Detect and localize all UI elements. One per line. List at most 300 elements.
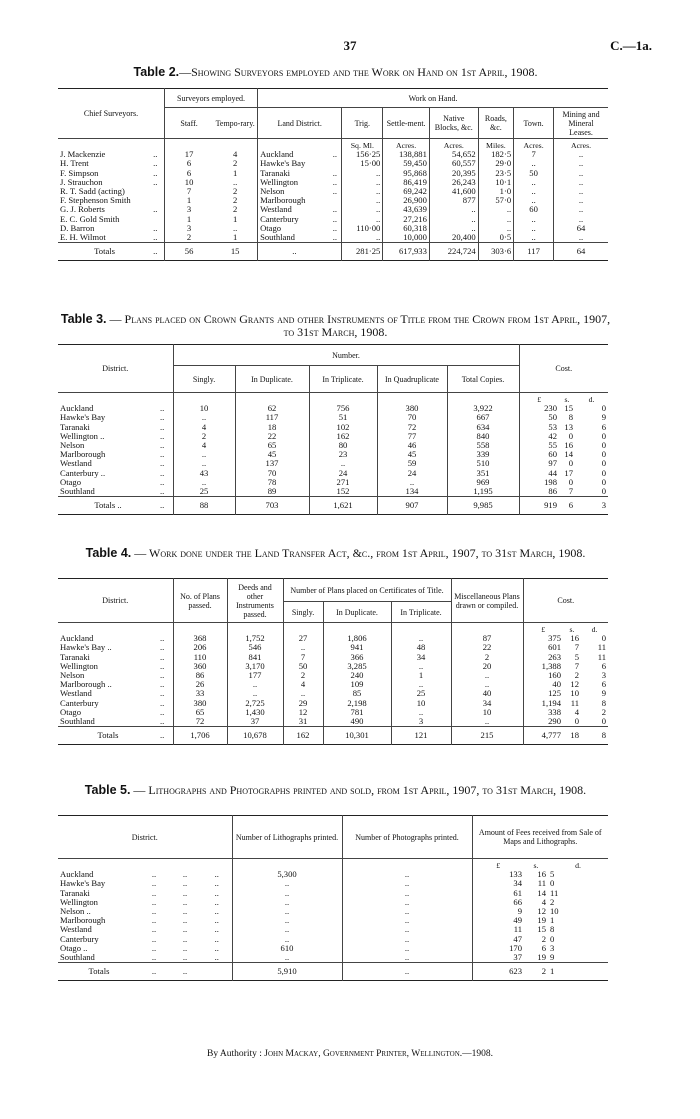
t2-cell-trig: ..	[342, 215, 383, 224]
t2-cell-district: Taranaki	[258, 169, 331, 178]
t2-cell-staff: 7	[164, 187, 213, 196]
t2-total-label: Totals	[58, 243, 151, 261]
t3-cell-s: 8	[568, 412, 573, 423]
t2-cell-roads: 1·0	[478, 187, 513, 196]
t4-h-district: District.	[58, 579, 173, 623]
t4-cell-singly: 50	[283, 662, 323, 671]
t4-cell-deeds: 841	[227, 653, 283, 662]
t2-cell-d: ..	[153, 167, 158, 178]
t2-cell-staff: 17	[164, 150, 213, 159]
t2-cell-d: ..	[153, 204, 158, 215]
t4-cell-district: Taranaki	[60, 651, 90, 662]
t3-cell-l: 97	[519, 459, 559, 468]
t5-row	[58, 889, 608, 898]
t2-total-town: 117	[514, 243, 554, 261]
t3-cell-d: ..	[160, 449, 165, 460]
t4-cell-singly: ..	[283, 643, 323, 652]
t2-unit-settle: Acres.	[383, 139, 430, 151]
t4-cell-dd: 2	[601, 706, 606, 717]
t4-total-row	[58, 727, 608, 745]
t5-cell-dd: 3	[550, 942, 555, 953]
t5-cell-s: 16	[537, 869, 546, 880]
t3-cell-singly: ..	[173, 413, 235, 422]
t2-cell-town: ..	[514, 215, 554, 224]
document-ref: C.—1a.	[610, 38, 652, 53]
t3-cell-quad: 380	[377, 404, 447, 413]
t3-cell-singly: 43	[173, 469, 235, 478]
t5-cell-d2: ..	[182, 952, 188, 963]
table2-title: —Showing Surveyors employed and the Work on Hand on 1st April, 1908.	[179, 65, 538, 79]
t2-body	[58, 150, 608, 243]
t5-cell-s: 15	[537, 924, 546, 935]
t3-cell-total: 634	[447, 423, 519, 432]
t2-cell-d: ..	[153, 222, 158, 233]
t4-cell-plans: 86	[173, 671, 227, 680]
t4-cell-d: ..	[160, 642, 165, 653]
t3-cell-quad: 72	[377, 423, 447, 432]
table5-caption	[58, 784, 613, 797]
t2-cell-native: 20,395	[429, 169, 478, 178]
t5-cell-l: 47	[472, 935, 524, 944]
t3-h-number: Number.	[173, 345, 519, 366]
t4-cell-d: ..	[160, 633, 165, 644]
t5-cell-dd: 0	[550, 878, 555, 889]
t3-cell-dup: 65	[235, 441, 309, 450]
t3-cell-dd: 0	[601, 430, 606, 441]
t5-total-photo: ..	[342, 963, 472, 981]
t4-cell-district: Canterbury	[60, 697, 99, 708]
t3-total-label: Totals ..	[58, 497, 158, 515]
t2-cell-roads: 182·5	[478, 150, 513, 159]
t3-cell-district: Otago	[60, 476, 82, 487]
t2-row	[58, 233, 608, 243]
t4-cell-dup: 240	[323, 671, 391, 680]
t2-unit-roads: Miles.	[478, 139, 513, 151]
t2-cell-roads: 23·5	[478, 169, 513, 178]
t2-cell-temp: 2	[232, 186, 238, 197]
t2-cell-roads: 57·0	[478, 196, 513, 205]
t2-cell-trig: ..	[342, 187, 383, 196]
t3-cell-total: 510	[447, 459, 519, 468]
t2-cell-name: E. C. Gold Smith	[60, 213, 120, 224]
t4-cell-plans: 26	[173, 680, 227, 689]
t4-cell-dd: 6	[601, 660, 606, 671]
t3-total-dup: 703	[235, 497, 309, 515]
t4-cell-plans: 33	[173, 689, 227, 698]
t4-unit-d: d.	[591, 625, 598, 634]
t2-cell-dd: ..	[332, 232, 338, 243]
t2-cell-name: G. J. Roberts	[60, 204, 105, 215]
t4-cell-trip: 48	[391, 643, 451, 652]
t4-h-trip: In Triplicate.	[391, 602, 451, 623]
t4-cell-plans: 110	[173, 653, 227, 662]
t2-cell-settle: 10,000	[383, 233, 430, 243]
t2-cell-district: Westland	[258, 205, 331, 214]
t2-cell-name: J. Strauchon	[60, 176, 103, 187]
t2-cell-d: ..	[153, 232, 158, 243]
t4-cell-district: Auckland	[60, 633, 94, 644]
t3-cell-singly: ..	[173, 450, 235, 459]
t2-total-row	[58, 243, 608, 261]
t3-cell-total: 840	[447, 432, 519, 441]
t5-cell-photo: ..	[342, 870, 472, 879]
t5-cell-litho: 5,300	[232, 870, 342, 879]
t3-cell-singly: 4	[173, 441, 235, 450]
t2-cell-mining: ..	[554, 169, 608, 178]
t3-cell-trip: 162	[309, 432, 377, 441]
t3-cell-s: 7	[568, 486, 573, 497]
t4-cell-dup: 2,198	[323, 699, 391, 708]
t4-cell-dd: 11	[597, 651, 606, 662]
t5-cell-dd: 0	[550, 933, 555, 944]
t5-cell-l: 49	[472, 916, 524, 925]
t4-cell-l: 125	[523, 689, 563, 698]
t3-cell-quad: 134	[377, 487, 447, 497]
t4-total-misc: 215	[451, 727, 523, 745]
t5-cell-d1: ..	[151, 869, 157, 880]
t2-h-town: Town.	[514, 108, 554, 139]
t3-total-dots: ..	[158, 497, 173, 515]
t3-cell-l: 53	[519, 423, 559, 432]
t3-cell-trip: 102	[309, 423, 377, 432]
t3-cell-dd: 0	[601, 476, 606, 487]
t4-cell-trip: 3	[391, 717, 451, 727]
t3-cell-dup: 18	[235, 423, 309, 432]
t5-row	[58, 870, 608, 879]
t4-cell-dd: 9	[601, 688, 606, 699]
t4-cell-d: ..	[160, 670, 165, 681]
t2-cell-temp: 1	[232, 232, 238, 243]
t5-cell-d2: ..	[182, 906, 188, 917]
table4-label: Table 4.	[85, 546, 132, 560]
t3-cell-district: Taranaki	[60, 421, 90, 432]
t3-cell-trip: 23	[309, 450, 377, 459]
t4-unit-l: £	[523, 623, 563, 635]
t4-cell-dd: 11	[597, 642, 606, 653]
t4-row	[58, 634, 608, 643]
t3-cell-district: Westland	[60, 458, 92, 469]
t3-cell-d: ..	[160, 440, 165, 451]
t3-cell-quad: 59	[377, 459, 447, 468]
t2-cell-temp: ..	[232, 176, 238, 187]
t3-cell-trip: 80	[309, 441, 377, 450]
t5-cell-district: Canterbury	[60, 933, 99, 944]
t3-h-district: District.	[58, 345, 173, 393]
t4-cell-trip: ..	[391, 634, 451, 643]
t3-cell-total: 969	[447, 478, 519, 487]
t3-cell-d: ..	[160, 412, 165, 423]
t2-cell-mining: ..	[554, 159, 608, 168]
t4-total-singly: 162	[283, 727, 323, 745]
t4-body	[58, 634, 608, 727]
t3-h-cost: Cost.	[519, 345, 608, 393]
t2-cell-native: ..	[429, 215, 478, 224]
t3-cell-quad: 70	[377, 413, 447, 422]
t4-row	[58, 662, 608, 671]
t3-cell-dup: 62	[235, 404, 309, 413]
t5-cell-photo: ..	[342, 879, 472, 888]
t4-h-misc: Miscellaneous Plans drawn or compiled.	[451, 579, 523, 623]
t2-row	[58, 187, 608, 196]
t3-cell-dd: 9	[601, 412, 606, 423]
t5-cell-d2: ..	[182, 878, 188, 889]
t2-cell-district: Auckland	[258, 150, 331, 159]
t2-cell-native: 20,400	[429, 233, 478, 243]
t5-cell-dd: 2	[550, 896, 555, 907]
t2-cell-native: 26,243	[429, 178, 478, 187]
t4-cell-dd: 6	[601, 679, 606, 690]
t4-cell-district: Westland	[60, 688, 92, 699]
t4-cell-dup: 109	[323, 680, 391, 689]
t5-cell-s: 19	[537, 915, 546, 926]
t5-cell-dd: 5	[550, 869, 555, 880]
t5-total-l: 623	[472, 963, 524, 981]
t3-cell-dd: 0	[601, 440, 606, 451]
t3-row	[58, 459, 608, 468]
t2-cell-settle: 95,868	[383, 169, 430, 178]
t2-cell-trig: ..	[342, 169, 383, 178]
t2-cell-mining: ..	[554, 233, 608, 243]
t2-cell-temp: 2	[232, 195, 238, 206]
t5-cell-district: Hawke's Bay	[60, 878, 106, 889]
t4-cell-deeds: ..	[227, 689, 283, 698]
t3-cell-l: 60	[519, 450, 559, 459]
t4-cell-l: 375	[523, 634, 563, 643]
t4-cell-s: 4	[574, 706, 579, 717]
t5-cell-district: Wellington	[60, 896, 98, 907]
t2-cell-district: Marlborough	[258, 196, 331, 205]
t5-unit-l: £	[472, 859, 524, 871]
t3-cell-quad: 24	[377, 469, 447, 478]
t2-cell-d	[151, 187, 164, 196]
t4-cell-deeds: 1,752	[227, 634, 283, 643]
t3-cell-s: 0	[568, 430, 573, 441]
t4-cell-trip: 34	[391, 653, 451, 662]
t3-cell-dup: 137	[235, 459, 309, 468]
t4-cell-d: ..	[160, 716, 165, 727]
t5-cell-d3: ..	[214, 952, 219, 963]
t2-cell-town: ..	[514, 233, 554, 243]
t3-cell-quad: 46	[377, 441, 447, 450]
table2-label: Table 2.	[133, 65, 180, 79]
t5-cell-litho: ..	[232, 925, 342, 934]
t5-cell-photo: ..	[342, 916, 472, 925]
t4-cell-trip: 25	[391, 689, 451, 698]
t5-cell-l: 133	[472, 870, 524, 879]
t2-row	[58, 150, 608, 159]
t2-cell-town: ..	[514, 196, 554, 205]
t3-cell-singly: ..	[173, 459, 235, 468]
t4-cell-l: 290	[523, 717, 563, 727]
t5-cell-litho: ..	[232, 935, 342, 944]
t2-cell-temp: ..	[232, 222, 238, 233]
t2-total-native: 224,724	[429, 243, 478, 261]
t4-row	[58, 717, 608, 727]
t3-cell-quad: ..	[377, 478, 447, 487]
table2-caption	[58, 66, 613, 79]
t2-cell-staff: 3	[164, 224, 213, 233]
t5-cell-litho: ..	[232, 889, 342, 898]
t5-cell-district: Southland	[60, 952, 95, 963]
t3-unit-l: £	[519, 393, 559, 405]
t5-cell-district: Otago ..	[60, 942, 88, 953]
t5-cell-d1: ..	[151, 952, 157, 963]
t2-cell-staff: 10	[164, 178, 213, 187]
t2-cell-temp: 2	[232, 158, 238, 169]
t4-cell-dup: 366	[323, 653, 391, 662]
t5-cell-litho: ..	[232, 898, 342, 907]
t4-cell-plans: 65	[173, 708, 227, 717]
t5-cell-s: 2	[541, 933, 546, 944]
t4-h-singly: Singly.	[283, 602, 323, 623]
t3-cell-quad: 45	[377, 450, 447, 459]
t5-cell-l: 61	[472, 889, 524, 898]
t4-cell-plans: 380	[173, 699, 227, 708]
t2-unit-native: Acres.	[429, 139, 478, 151]
t4-cell-misc: 2	[451, 653, 523, 662]
t4-cell-singly: 2	[283, 671, 323, 680]
t2-h-staff: Staff.	[164, 108, 213, 139]
t2-total-roads: 303·6	[478, 243, 513, 261]
t2-cell-settle: 86,419	[383, 178, 430, 187]
t4-cell-l: 1,388	[523, 662, 563, 671]
t5-cell-d3: ..	[214, 869, 219, 880]
t2-cell-town: ..	[514, 224, 554, 233]
t3-cell-district: Southland	[60, 486, 95, 497]
t3-cell-singly: 25	[173, 487, 235, 497]
t3-cell-quad: 77	[377, 432, 447, 441]
t4-total-deeds: 10,678	[227, 727, 283, 745]
t5-cell-s: 6	[541, 942, 546, 953]
t2-cell-roads: 0·5	[478, 233, 513, 243]
t2-cell-d: ..	[153, 149, 158, 160]
t5-body	[58, 870, 608, 963]
t3-cell-d: ..	[160, 421, 165, 432]
t5-cell-s: 14	[537, 887, 546, 898]
t5-total-label: Totals	[58, 963, 140, 981]
t4-total-dup: 10,301	[323, 727, 391, 745]
t5-cell-district: Auckland	[60, 869, 94, 880]
t3-cell-district: Hawke's Bay	[60, 412, 106, 423]
t4-cell-misc: 20	[451, 662, 523, 671]
t4-cell-district: Marlborough ..	[60, 679, 112, 690]
t2-h-roads: Roads, &c.	[478, 108, 513, 139]
t5-cell-dd: 1	[550, 915, 555, 926]
t3-row	[58, 423, 608, 432]
t4-cell-misc: ..	[451, 671, 523, 680]
t4-cell-s: 2	[574, 670, 579, 681]
t5-row	[58, 935, 608, 944]
t5-cell-s: 4	[541, 896, 546, 907]
t5-cell-l: 11	[472, 925, 524, 934]
t4-cell-misc: 22	[451, 643, 523, 652]
t3-cell-s: 0	[568, 458, 573, 469]
t4-cell-plans: 72	[173, 717, 227, 727]
t5-cell-d1: ..	[151, 878, 157, 889]
t3-cell-singly: 2	[173, 432, 235, 441]
t2-cell-staff: 2	[164, 233, 213, 243]
t5-cell-photo: ..	[342, 953, 472, 963]
t5-cell-d1: ..	[151, 915, 157, 926]
t5-unit-s: s.	[533, 861, 539, 870]
t5-cell-d2: ..	[182, 933, 188, 944]
t3-cell-dd: 0	[601, 467, 606, 478]
t2-h-trig: Trig.	[342, 108, 383, 139]
t3-cell-total: 1,195	[447, 487, 519, 497]
t4-cell-s: 7	[574, 660, 579, 671]
t2-cell-name: J. Mackenzie	[60, 149, 106, 160]
t2-cell-district: Canterbury	[258, 215, 331, 224]
t4-cell-misc: 87	[451, 634, 523, 643]
t4-cell-singly: 7	[283, 653, 323, 662]
t2-cell-dd: ..	[332, 204, 338, 215]
t2-cell-dd: ..	[332, 167, 338, 178]
t5-cell-d3: ..	[214, 915, 219, 926]
t4-cell-s: 0	[574, 716, 579, 727]
t2-total-mining: 64	[554, 243, 608, 261]
t4-cell-district: Hawke's Bay ..	[60, 642, 112, 653]
t2-cell-mining: ..	[554, 178, 608, 187]
t3-row	[58, 404, 608, 413]
t5-cell-d1: ..	[151, 906, 157, 917]
t3-row	[58, 413, 608, 422]
t3-cell-total: 3,922	[447, 404, 519, 413]
t4-cell-d: ..	[160, 679, 165, 690]
t2-cell-d: ..	[153, 176, 158, 187]
t2-cell-native: 877	[429, 196, 478, 205]
t2-cell-mining: ..	[554, 196, 608, 205]
t3-row	[58, 432, 608, 441]
t3-row	[58, 469, 608, 478]
t4-cell-singly: 4	[283, 680, 323, 689]
t2-cell-district: Southland	[258, 233, 331, 243]
t3-cell-l: 198	[519, 478, 559, 487]
t4-h-cost: Cost.	[523, 579, 608, 623]
t5-cell-d2: ..	[182, 869, 188, 880]
t2-cell-settle: 60,318	[383, 224, 430, 233]
t3-cell-dd: 0	[601, 486, 606, 497]
t3-cell-trip: ..	[309, 459, 377, 468]
t2-cell-town: 50	[514, 169, 554, 178]
t5-cell-photo: ..	[342, 889, 472, 898]
t4-cell-d: ..	[160, 697, 165, 708]
t3-cell-dup: 70	[235, 469, 309, 478]
t3-cell-singly: ..	[173, 478, 235, 487]
t2-cell-town: 7	[514, 150, 554, 159]
t2-total-trig: 281·25	[342, 243, 383, 261]
t3-total-d: 3	[575, 497, 608, 515]
t5-row	[58, 879, 608, 888]
t2-cell-native: 54,652	[429, 150, 478, 159]
t3-cell-l: 42	[519, 432, 559, 441]
t5-cell-litho: ..	[232, 907, 342, 916]
t2-cell-dd: ..	[332, 222, 338, 233]
t3-cell-total: 558	[447, 441, 519, 450]
t4-row	[58, 689, 608, 698]
t2-cell-mining: ..	[554, 205, 608, 214]
t4-cell-misc: ..	[451, 680, 523, 689]
t3-row	[58, 450, 608, 459]
t2-cell-temp: 2	[232, 204, 238, 215]
t5-cell-d3: ..	[214, 942, 219, 953]
t2-total-staff: 56	[164, 243, 213, 261]
t5-cell-d1: ..	[151, 924, 157, 935]
t4-cell-s: 16	[570, 633, 579, 644]
t4-cell-d: ..	[160, 706, 165, 717]
t4-cell-d: ..	[160, 651, 165, 662]
t5-total-litho: 5,910	[232, 963, 342, 981]
t2-cell-d: ..	[153, 158, 158, 169]
